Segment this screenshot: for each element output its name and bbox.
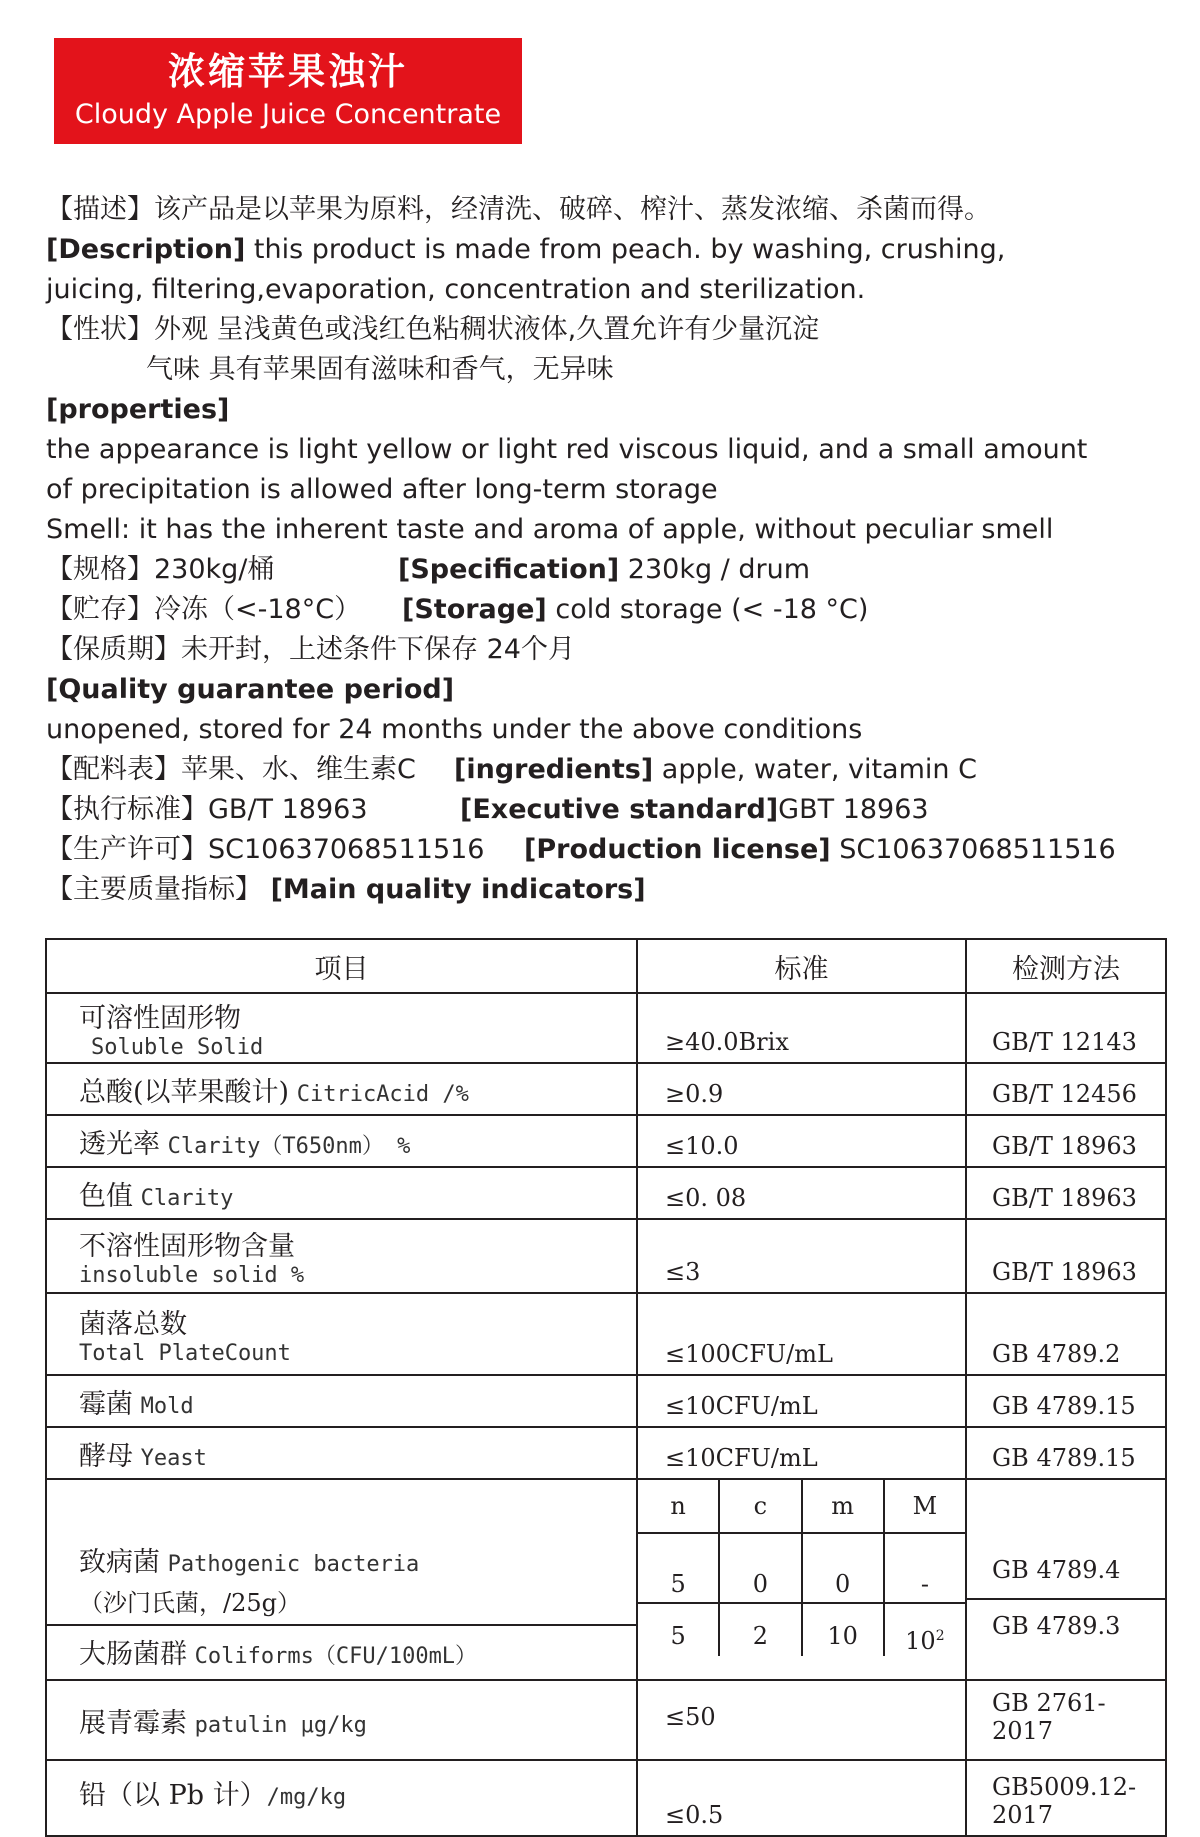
properties-en-2: of precipitation is allowed after long-term storage	[46, 474, 718, 505]
spec-en: [Specification] 230kg / drum	[398, 554, 811, 585]
storage-en: [Storage] cold storage (< -18 °C)	[402, 594, 869, 625]
title-english: Cloudy Apple Juice Concentrate	[74, 99, 502, 130]
table-row: 色值 Clarity ≤0. 08 GB/T 18963	[46, 1167, 1166, 1219]
quality-table	[45, 938, 1167, 1837]
table-row: 可溶性固形物 Soluble Solid ≥40.0Brix GB/T 12143	[46, 993, 1166, 1063]
executive-standard	[46, 790, 1166, 830]
table-row: 不溶性固形物含量 insoluble solid % ≤3 GB/T 18963	[46, 1219, 1166, 1293]
header-method: 检测方法	[966, 939, 1166, 993]
product-info	[46, 190, 1166, 910]
sampling-plan: n c m M 5 0 0 - 5 2 10 $10^2$	[637, 1479, 966, 1680]
ingredients-cn: 【配料表】苹果、水、维生素C	[46, 754, 416, 785]
description-en-cont: juicing, filtering,evaporation, concentration and sterilization.	[46, 274, 866, 305]
shelf-life-cn: 【保质期】未开封，上述条件下保存 24个月	[46, 634, 575, 665]
title-chinese: 浓缩苹果浊汁	[168, 50, 408, 93]
specification	[46, 550, 1166, 590]
table-header-row	[46, 939, 1166, 993]
standard-en: [Executive standard]GBT 18963	[460, 794, 929, 825]
table-row: 菌落总数 Total PlateCount ≤100CFU/mL GB 4789.2	[46, 1293, 1166, 1375]
header-standard: 标准	[637, 939, 966, 993]
storage	[46, 590, 1166, 630]
properties-cn-smell: 气味 具有苹果固有滋味和香气，无异味	[146, 354, 614, 385]
pathogen-label: 致病菌 Pathogenic bacteria	[79, 1547, 420, 1578]
table-row: 霉菌 Mold ≤10CFU/mL GB 4789.15	[46, 1375, 1166, 1427]
pathogen-values: 5 0 0 -	[638, 1534, 965, 1604]
header-item: 项目	[46, 939, 637, 993]
storage-cn: 【贮存】冷冻（<-18°C）	[46, 594, 362, 625]
table-row: 总酸(以苹果酸计) CitricAcid /% ≥0.9 GB/T 12456	[46, 1063, 1166, 1115]
main-quality-indicators: 【主要质量指标】 [Main quality indicators]	[46, 874, 646, 905]
ingredients	[46, 750, 1166, 790]
table-row: 展青霉素 patulin μg/kg ≤50 GB 2761-2017	[46, 1680, 1166, 1760]
table-row: 透光率 Clarity（T650nm） % ≤10.0 GB/T 18963	[46, 1115, 1166, 1167]
properties-cn: 【性状】外观 呈浅黄色或浅红色粘稠状液体,久置允许有少量沉淀	[46, 314, 820, 345]
table-row: 酵母 Yeast ≤10CFU/mL GB 4789.15	[46, 1427, 1166, 1479]
coliform-label: 大肠菌群 Coliforms（CFU/100mL）	[47, 1624, 636, 1673]
license-en: [Production license] SC10637068511516	[524, 834, 1116, 865]
description-cn: 【描述】该产品是以苹果为原料，经清洗、破碎、榨汁、蒸发浓缩、杀菌而得。	[46, 194, 991, 225]
properties-en-label: [properties]	[46, 394, 230, 425]
description-en: [Description] this product is made from peach. by washing, crushing,	[46, 234, 1006, 265]
license-cn: 【生产许可】SC10637068511516	[46, 834, 485, 865]
production-license	[46, 830, 1166, 870]
properties-en-1: the appearance is light yellow or light red viscous liquid, and a small amount	[46, 434, 1088, 465]
standard-cn: 【执行标准】GB/T 18963	[46, 794, 368, 825]
shelf-life-en: unopened, stored for 24 months under the above conditions	[46, 714, 863, 745]
table-row: 铅（以 Pb 计）/mg/kg ≤0.5 GB5009.12-2017	[46, 1760, 1166, 1836]
spec-cn: 【规格】230kg/桶	[46, 554, 275, 585]
product-title-banner	[54, 38, 522, 144]
table-row-pathogen-coliform: 致病菌 Pathogenic bacteria （沙门氏菌，/25g） 大肠菌群 Coliforms（CFU/100mL） n c m M 5 0 0 - 5 2 10 $10^2$ GB 4789.4 GB 4789.3	[46, 1479, 1166, 1680]
ingredients-en: [ingredients] apple, water, vitamin C	[454, 754, 977, 785]
properties-en-3: Smell: it has the inherent taste and aroma of apple, without peculiar smell	[46, 514, 1054, 545]
shelf-life-en-label: [Quality guarantee period]	[46, 674, 455, 705]
coliform-values: 5 2 10 $10^2$	[638, 1604, 965, 1656]
